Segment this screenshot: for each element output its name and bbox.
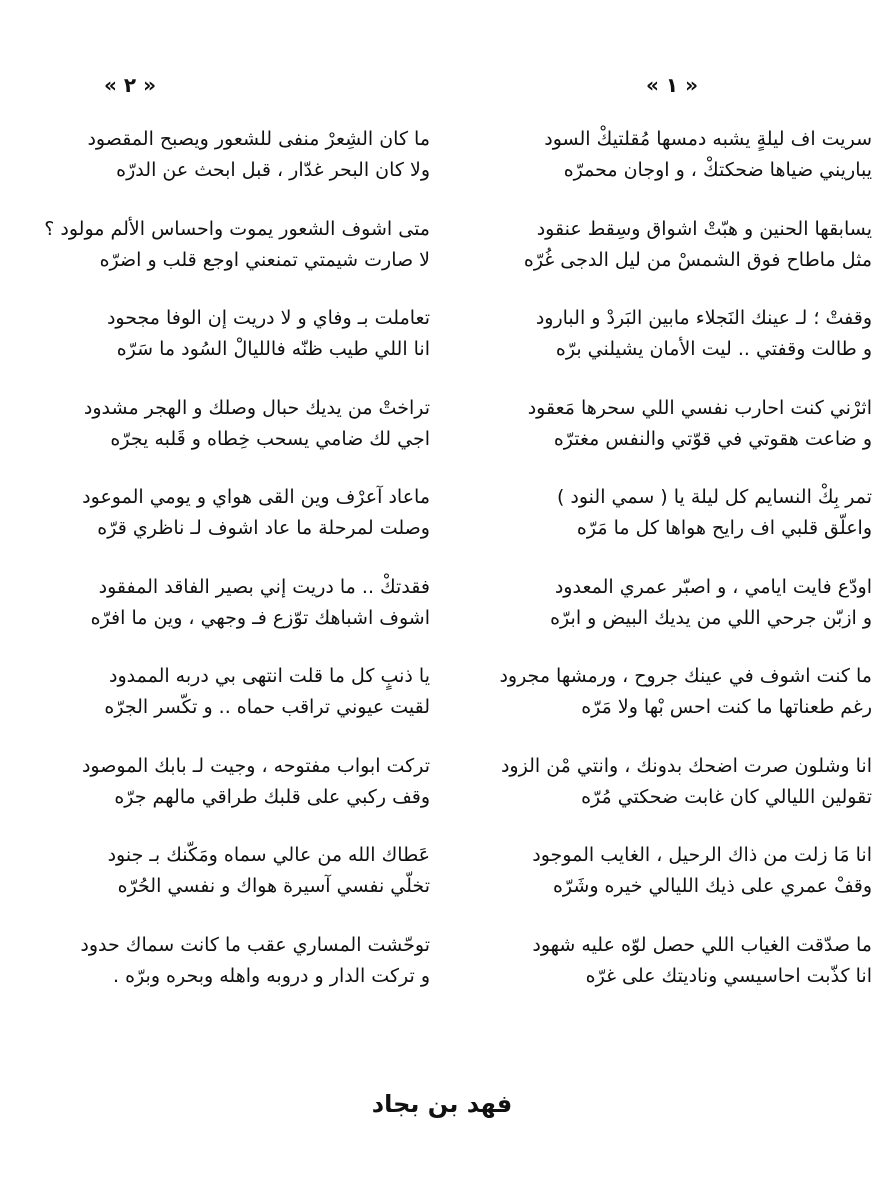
verse-line: ما كان الشِعرْ منفى للشعور ويصبح المقصود bbox=[87, 128, 430, 150]
stanza bbox=[452, 836, 872, 926]
verse-line: عَطاك الله من عالي سماه ومَكّنك بـ جنود bbox=[107, 844, 430, 866]
verse-line: تمر بِكْ النسايم كل ليلة يا ( سمي النود ) bbox=[556, 486, 872, 508]
verse-line: و تركت الدار و دروبه واهله وبحره وبرّه . bbox=[113, 964, 430, 987]
verse-line: انا مَا زلت من ذاك الرحيل ، الغايب الموجود bbox=[532, 844, 872, 866]
verse-line: توحّشت المساري عقب ما كانت سماك حدود bbox=[80, 933, 430, 956]
verse-line: ما صدّقت الغياب اللي حصل لوّه عليه شهود bbox=[532, 933, 872, 956]
verse-line: انا اللي طيب ظنّه فالليالْ السُود ما سَرّه bbox=[116, 338, 430, 360]
stanza bbox=[452, 210, 872, 300]
stanza bbox=[452, 389, 872, 479]
verse-line: سريت اف ليلةٍ يشبه دمسها مُقلتيكْ السود bbox=[544, 128, 872, 150]
verse-line: لقيت عيوني تراقب حماه .. و تكّسر الجرّه bbox=[104, 696, 430, 718]
stanza bbox=[452, 747, 872, 837]
verse-line: يا ذنبٍ كل ما قلت انتهى بي دربه الممدود bbox=[108, 665, 430, 687]
verse-line: مثل ماطاح فوق الشمسْ من ليل الدجى غُرّه bbox=[523, 248, 872, 271]
stanza bbox=[10, 836, 430, 926]
stanza bbox=[10, 120, 430, 210]
stanza bbox=[10, 568, 430, 658]
verse-line: و ازبّن جرحي اللي من يديك البيض و ابرّه bbox=[550, 606, 872, 629]
verse-line: ولا كان البحر غدّار ، قبل ابحث عن الدرّه bbox=[116, 159, 430, 181]
verse-line: فقدتكْ .. ما دريت إني بصير الفاقد المفقود bbox=[98, 575, 430, 598]
verse-line: واعلّق قلبي اف رايح هواها كل ما مَرّه bbox=[576, 517, 872, 539]
stanza bbox=[10, 747, 430, 837]
stanza bbox=[10, 657, 430, 747]
stanza bbox=[452, 926, 872, 1016]
verse-line: يسابقها الحنين و هبّتْ اشواق وسِقط عنقود bbox=[536, 217, 872, 240]
verse-line: ما كنت اشوف في عينك جروح ، ورمشها مجرود bbox=[499, 665, 872, 687]
stanza bbox=[10, 478, 430, 568]
verse-line: و ضاعت هقوتي في قوّتي والنفس مغترّه bbox=[553, 427, 872, 450]
stanza bbox=[452, 478, 872, 568]
stanza bbox=[452, 568, 872, 658]
verse-line: اجي لك ضامي يسحب خِطاه و قَلبه يجرّه bbox=[110, 427, 430, 450]
verse-line: وصلت لمرحلة ما عاد اشوف لـ ناظري قرّه bbox=[97, 517, 430, 539]
verse-line: تخلّي نفسي آسيرة هواك و نفسي الحُرّه bbox=[117, 875, 430, 897]
author-name: فهد بن بجاد bbox=[371, 1090, 513, 1118]
stanza bbox=[452, 120, 872, 210]
verse-line: وقفْ عمري على ذيك الليالي خيره وشَرّه bbox=[552, 875, 872, 897]
verse-line: ماعاد آعرْف وين القى هواي و يومي الموعود bbox=[82, 486, 430, 508]
stanza bbox=[10, 210, 430, 300]
poem-2-column bbox=[10, 60, 430, 1015]
verse-line: متى اشوف الشعور يموت واحساس الألم مولود ؟ bbox=[44, 217, 430, 240]
verse-line: اثرْني كنت احارب نفسي اللي سحرها مَعقود bbox=[527, 396, 872, 419]
verse-line: و طالت وقفتي .. ليت الأمان يشيلني برّه bbox=[555, 338, 872, 360]
verse-line: تقولين الليالي كان غابت ضحكتي مُرّه bbox=[581, 785, 872, 808]
stanza bbox=[452, 299, 872, 389]
poem-1-number: « ١ » bbox=[646, 73, 698, 97]
verse-line: يباريني ضياها ضحكتكْ ، و اوجان محمرّه bbox=[563, 159, 872, 181]
verse-line: تركت ابواب مفتوحه ، وجيت لـ بابك الموصود bbox=[81, 754, 430, 777]
verse-line: وقفتْ ؛ لـ عينك النَجلاء مابين البَردْ و البارود bbox=[535, 307, 872, 329]
verse-line: اشوف اشباهك توّزع فـ وجهي ، وين ما افرّه bbox=[90, 606, 430, 629]
verse-line: تراختْ من يديك حبال وصلك و الهجر مشدود bbox=[83, 396, 430, 419]
verse-line: وقف ركبي على قلبك طراقي مالهم جرّه bbox=[114, 785, 430, 808]
verse-line: رغم طعناتها ما كنت احس بْها ولا مَرّه bbox=[581, 696, 872, 718]
verse-line: انا كذّبت احاسيسي وناديتك على غرّه bbox=[585, 964, 872, 987]
verse-line: انا وشلون صرت اضحك بدونك ، وانتي مْن الزود bbox=[500, 754, 872, 777]
stanza bbox=[10, 389, 430, 479]
verse-line: تعاملت بـ وفاي و لا دريت إن الوفا مجحود bbox=[106, 307, 430, 329]
verse-line: اودّع فايت ايامي ، و اصبّر عمري المعدود bbox=[554, 575, 872, 598]
poem-1-column bbox=[452, 60, 872, 1015]
stanza bbox=[10, 926, 430, 1016]
stanza bbox=[10, 299, 430, 389]
stanza bbox=[452, 657, 872, 747]
verse-line: لا صارت شيمتي تمنعني اوجع قلب و اضرّه bbox=[99, 248, 430, 271]
poem-2-number: « ٢ » bbox=[104, 73, 156, 97]
